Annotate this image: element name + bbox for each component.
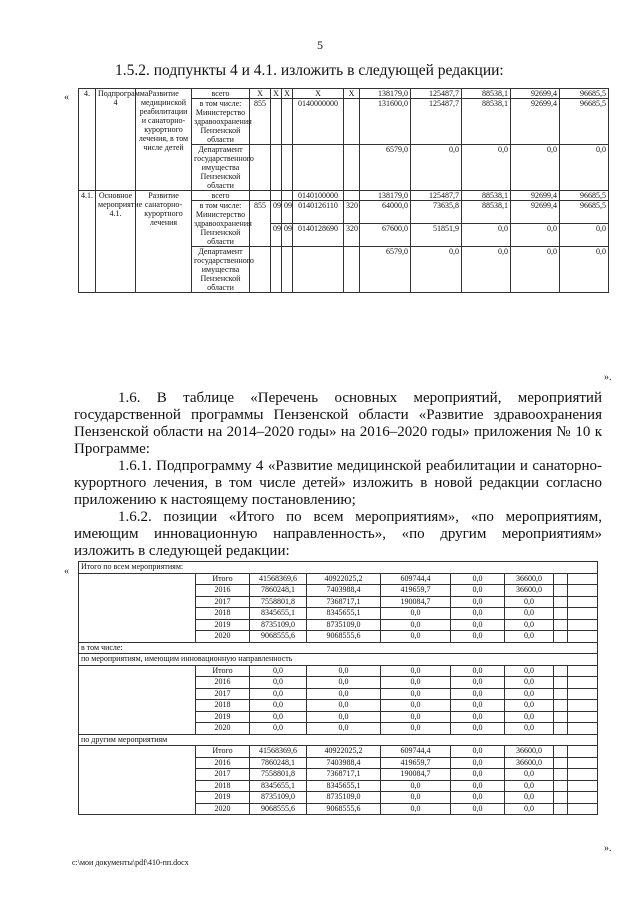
value-cell: 0,0 <box>451 792 505 804</box>
value-cell: 0,0 <box>381 780 451 792</box>
value-cell: 0,0 <box>505 631 554 643</box>
value-cell: 0,0 <box>505 596 554 608</box>
value-cell: 0,0 <box>381 792 451 804</box>
value-cell: 0,0 <box>451 780 505 792</box>
value-cell: 0,0 <box>381 700 451 712</box>
year-cell: 2020 <box>196 723 250 735</box>
table-cell: Основное мероприятие 4.1. <box>96 191 136 293</box>
value-cell: 0,0 <box>250 677 307 689</box>
quote-close-2: ». <box>604 843 612 854</box>
table-row <box>79 191 609 201</box>
value-cell: 0,0 <box>451 573 505 585</box>
value-cell: 0,0 <box>505 665 554 677</box>
table-cell: 125487,7 <box>411 99 462 145</box>
section-title-row <box>79 734 598 746</box>
value-cell: 0,0 <box>381 631 451 643</box>
value-cell: 0,0 <box>250 688 307 700</box>
section-title-row <box>79 654 598 666</box>
value-cell: 0,0 <box>250 711 307 723</box>
value-cell: 0,0 <box>505 608 554 620</box>
table-cell: 09 <box>282 224 293 247</box>
table-cell <box>271 145 282 191</box>
table-cell: 09 <box>271 224 282 247</box>
blank-cell <box>79 573 196 642</box>
section-prefix-row <box>79 642 598 654</box>
section-title: по другим мероприятиям <box>79 734 598 746</box>
value-cell: 9068555,6 <box>307 803 381 815</box>
table-cell: 320 <box>344 224 360 247</box>
section-prefix: в том числе: <box>79 642 598 654</box>
value-cell: 36600,0 <box>505 585 554 597</box>
value-cell: 8345655,1 <box>307 780 381 792</box>
table-cell: 88538,1 <box>462 99 511 145</box>
value-cell: 9068555,6 <box>307 631 381 643</box>
table-cell: 855 <box>250 201 271 247</box>
value-cell: 0,0 <box>451 677 505 689</box>
value-cell: 7558801,8 <box>250 596 307 608</box>
value-cell: 419659,7 <box>381 757 451 769</box>
table-cell <box>271 99 282 145</box>
value-cell: 7403988,4 <box>307 757 381 769</box>
value-cell: 0,0 <box>451 746 505 758</box>
table-cell: 92699,4 <box>511 201 560 224</box>
totals-table <box>78 561 598 815</box>
empty-cell <box>568 596 598 608</box>
value-cell: 0,0 <box>381 688 451 700</box>
empty-cell <box>568 585 598 597</box>
value-cell: 0,0 <box>451 596 505 608</box>
table-cell <box>250 145 271 191</box>
table-cell: 09 <box>271 201 282 224</box>
value-cell: 0,0 <box>451 803 505 815</box>
value-cell: 0,0 <box>381 723 451 735</box>
year-cell: 2019 <box>196 792 250 804</box>
year-cell: Итого <box>196 746 250 758</box>
table-cell: 73635,8 <box>411 201 462 224</box>
blank-cell <box>79 746 196 815</box>
table-cell: Развитие санаторно-курортного лечения <box>136 191 192 293</box>
table-cell: 0140000000 <box>293 99 344 145</box>
empty-cell <box>554 631 568 643</box>
value-cell: 0,0 <box>381 803 451 815</box>
table-cell <box>250 247 271 293</box>
table-cell: 92699,4 <box>511 99 560 145</box>
empty-cell <box>554 711 568 723</box>
value-cell: 0,0 <box>250 700 307 712</box>
empty-cell <box>568 619 598 631</box>
value-cell: 0,0 <box>505 677 554 689</box>
value-cell: 8735109,0 <box>307 792 381 804</box>
year-cell: 2016 <box>196 585 250 597</box>
value-cell: 0,0 <box>381 619 451 631</box>
year-cell: 2018 <box>196 608 250 620</box>
value-cell: 0,0 <box>505 700 554 712</box>
value-cell: 0,0 <box>381 665 451 677</box>
empty-cell <box>554 792 568 804</box>
empty-cell <box>568 780 598 792</box>
value-cell: 0,0 <box>381 608 451 620</box>
value-cell: 7368717,1 <box>307 596 381 608</box>
value-cell: 0,0 <box>505 619 554 631</box>
year-cell: 2018 <box>196 700 250 712</box>
empty-cell <box>554 619 568 631</box>
value-cell: 0,0 <box>505 803 554 815</box>
table-cell: 92699,4 <box>511 89 560 99</box>
table-cell: 4. <box>79 89 96 191</box>
section-title-row <box>79 562 598 574</box>
year-cell: 2020 <box>196 803 250 815</box>
value-cell: 0,0 <box>451 665 505 677</box>
empty-cell <box>554 723 568 735</box>
empty-cell <box>568 803 598 815</box>
empty-cell <box>568 631 598 643</box>
value-cell: 0,0 <box>451 757 505 769</box>
table-cell: 138179,0 <box>360 89 411 99</box>
table-cell: 125487,7 <box>411 89 462 99</box>
table-cell: Департамент государственного имущества Пензенской области <box>192 145 250 191</box>
table-cell: 96685,5 <box>560 99 609 145</box>
value-cell: 0,0 <box>250 723 307 735</box>
year-cell: 2017 <box>196 769 250 781</box>
empty-cell <box>554 688 568 700</box>
value-cell: 7558801,8 <box>250 769 307 781</box>
table-cell: X <box>344 89 360 99</box>
value-cell: 0,0 <box>505 780 554 792</box>
table-cell: 67600,0 <box>360 224 411 247</box>
year-cell: Итого <box>196 573 250 585</box>
empty-cell <box>568 792 598 804</box>
value-cell: 0,0 <box>381 677 451 689</box>
table-cell: Развитие медицинской реабилитации и санаторно-курортного лечения, в том числе детей <box>136 89 192 191</box>
table-row <box>79 573 598 585</box>
paragraph-1-6-1: 1.6.1. Подпрограмму 4 «Развитие медицинской реабилитации и санаторно-курортного лечения, в том числе детей» изложить в новой редакции согласно приложению к настоящему постановлению; <box>74 458 602 508</box>
empty-cell <box>568 746 598 758</box>
value-cell: 41568369,6 <box>250 746 307 758</box>
value-cell: 0,0 <box>307 665 381 677</box>
value-cell: 0,0 <box>451 688 505 700</box>
table-cell <box>344 247 360 293</box>
table-cell: 88538,1 <box>462 201 511 224</box>
table-cell: 0,0 <box>462 145 511 191</box>
table-cell: 855 <box>250 99 271 145</box>
paragraph-1-6-2: 1.6.2. позиции «Итого по всем мероприятиям», «по мероприятиям, имеющим инновационную направленность», «по другим мероприятиям» изложить в следующей редакции: <box>74 509 602 559</box>
value-cell: 0,0 <box>451 723 505 735</box>
empty-cell <box>568 608 598 620</box>
empty-cell <box>568 769 598 781</box>
empty-cell <box>568 677 598 689</box>
table-cell: всего <box>192 191 250 201</box>
table-cell <box>271 191 282 201</box>
value-cell: 0,0 <box>505 792 554 804</box>
table-cell <box>344 145 360 191</box>
value-cell: 609744,4 <box>381 573 451 585</box>
value-cell: 0,0 <box>505 723 554 735</box>
table-cell: X <box>271 89 282 99</box>
value-cell: 0,0 <box>505 688 554 700</box>
table-cell: Подпрограмма 4 <box>96 89 136 191</box>
section-title: Итого по всем мероприятиям: <box>79 562 598 574</box>
value-cell: 7860248,1 <box>250 585 307 597</box>
value-cell: 36600,0 <box>505 573 554 585</box>
table-cell: X <box>293 89 344 99</box>
value-cell: 41568369,6 <box>250 573 307 585</box>
value-cell: 0,0 <box>381 711 451 723</box>
table-row <box>79 665 598 677</box>
table-cell: 0140128690 <box>293 224 344 247</box>
value-cell: 0,0 <box>451 769 505 781</box>
empty-cell <box>568 711 598 723</box>
value-cell: 40922025,2 <box>307 573 381 585</box>
value-cell: 419659,7 <box>381 585 451 597</box>
table-cell <box>344 191 360 201</box>
empty-cell <box>554 665 568 677</box>
subprogram-table <box>78 88 609 293</box>
section-heading: 1.5.2. подпункты 4 и 4.1. изложить в следующей редакции: <box>115 62 504 79</box>
quote-open-2: « <box>64 566 69 577</box>
table-cell: Департамент государственного имущества Пензенской области <box>192 247 250 293</box>
year-cell: 2019 <box>196 619 250 631</box>
empty-cell <box>554 803 568 815</box>
value-cell: 0,0 <box>307 723 381 735</box>
page-number: 5 <box>317 38 323 52</box>
value-cell: 9068555,6 <box>250 631 307 643</box>
value-cell: 0,0 <box>307 688 381 700</box>
value-cell: 7368717,1 <box>307 769 381 781</box>
empty-cell <box>554 608 568 620</box>
table-cell: 131600,0 <box>360 99 411 145</box>
quote-open-1: « <box>64 92 69 103</box>
table-cell <box>293 145 344 191</box>
table-cell: 88538,1 <box>462 89 511 99</box>
empty-cell <box>554 700 568 712</box>
value-cell: 0,0 <box>451 585 505 597</box>
value-cell: 0,0 <box>307 677 381 689</box>
year-cell: 2017 <box>196 688 250 700</box>
table-cell: 0,0 <box>511 247 560 293</box>
year-cell: 2016 <box>196 757 250 769</box>
table-cell: 51851,9 <box>411 224 462 247</box>
value-cell: 8735109,0 <box>307 619 381 631</box>
table-cell: 0,0 <box>462 224 511 247</box>
empty-cell <box>568 723 598 735</box>
year-cell: 2017 <box>196 596 250 608</box>
table-cell <box>293 247 344 293</box>
table-cell: 0140100000 <box>293 191 344 201</box>
value-cell: 8345655,1 <box>250 608 307 620</box>
table-cell: 09 <box>282 201 293 224</box>
value-cell: 0,0 <box>307 700 381 712</box>
table-cell: 96685,5 <box>560 201 609 224</box>
empty-cell <box>554 596 568 608</box>
table-cell <box>344 99 360 145</box>
table-cell: 4.1. <box>79 191 96 293</box>
empty-cell <box>554 746 568 758</box>
table-cell: 138179,0 <box>360 191 411 201</box>
empty-cell <box>554 585 568 597</box>
year-cell: 2018 <box>196 780 250 792</box>
empty-cell <box>554 573 568 585</box>
value-cell: 0,0 <box>250 665 307 677</box>
table-cell: 96685,5 <box>560 89 609 99</box>
value-cell: 0,0 <box>307 711 381 723</box>
year-cell: Итого <box>196 665 250 677</box>
value-cell: 0,0 <box>451 711 505 723</box>
table-cell: 0,0 <box>560 224 609 247</box>
empty-cell <box>568 757 598 769</box>
table-cell: 0,0 <box>411 145 462 191</box>
section-title: по мероприятиям, имеющим инновационную направленность <box>79 654 598 666</box>
table-cell: 0,0 <box>462 247 511 293</box>
empty-cell <box>568 688 598 700</box>
table-cell <box>282 247 293 293</box>
table-cell <box>282 145 293 191</box>
table-cell: 0,0 <box>560 247 609 293</box>
value-cell: 190084,7 <box>381 769 451 781</box>
table-cell: X <box>282 89 293 99</box>
value-cell: 8345655,1 <box>307 608 381 620</box>
value-cell: 7860248,1 <box>250 757 307 769</box>
year-cell: 2019 <box>196 711 250 723</box>
empty-cell <box>554 757 568 769</box>
table-cell: 0140126110 <box>293 201 344 224</box>
value-cell: 609744,4 <box>381 746 451 758</box>
table-cell <box>282 99 293 145</box>
table-cell: 64000,0 <box>360 201 411 224</box>
table-cell: в том числе: Министерство здравоохранения Пензенской области <box>192 201 250 247</box>
table-cell: всего <box>192 89 250 99</box>
table-cell: 0,0 <box>560 145 609 191</box>
value-cell: 8735109,0 <box>250 792 307 804</box>
table-cell: 0,0 <box>511 145 560 191</box>
table-cell: X <box>250 89 271 99</box>
quote-close-1: ». <box>604 372 612 383</box>
value-cell: 190084,7 <box>381 596 451 608</box>
value-cell: 36600,0 <box>505 746 554 758</box>
table-cell: 88538,1 <box>462 191 511 201</box>
table-cell <box>282 191 293 201</box>
table-cell: 6579,0 <box>360 247 411 293</box>
value-cell: 7403988,4 <box>307 585 381 597</box>
table-row <box>79 89 609 99</box>
file-path-footer: c:\мои документы\pdf\410-пп.docx <box>72 858 189 867</box>
value-cell: 0,0 <box>451 608 505 620</box>
value-cell: 0,0 <box>505 769 554 781</box>
value-cell: 8735109,0 <box>250 619 307 631</box>
empty-cell <box>568 665 598 677</box>
value-cell: 0,0 <box>505 711 554 723</box>
blank-cell <box>79 665 196 734</box>
value-cell: 9068555,6 <box>250 803 307 815</box>
table-cell: 6579,0 <box>360 145 411 191</box>
empty-cell <box>554 769 568 781</box>
paragraph-1-6: 1.6. В таблице «Перечень основных мероприятий, мероприятий государственной программы Пензенской области «Развитие здравоохранения Пензенской области на 2014–2020 годы» на 2016–2020 годы» приложения № 10 к Программе: <box>74 390 602 457</box>
value-cell: 0,0 <box>451 700 505 712</box>
table-cell: 125487,7 <box>411 191 462 201</box>
value-cell: 36600,0 <box>505 757 554 769</box>
table-cell: в том числе: Министерство здравоохранения Пензенской области <box>192 99 250 145</box>
table-cell: 320 <box>344 201 360 224</box>
table-row <box>79 746 598 758</box>
empty-cell <box>568 573 598 585</box>
table-cell: 92699,4 <box>511 191 560 201</box>
year-cell: 2020 <box>196 631 250 643</box>
empty-cell <box>554 780 568 792</box>
value-cell: 40922025,2 <box>307 746 381 758</box>
year-cell: 2016 <box>196 677 250 689</box>
value-cell: 8345655,1 <box>250 780 307 792</box>
table-cell: 96685,5 <box>560 191 609 201</box>
value-cell: 0,0 <box>451 619 505 631</box>
table-cell: 0,0 <box>411 247 462 293</box>
table-cell <box>250 191 271 201</box>
table-cell: 0,0 <box>511 224 560 247</box>
empty-cell <box>554 677 568 689</box>
table-cell <box>271 247 282 293</box>
empty-cell <box>568 700 598 712</box>
value-cell: 0,0 <box>451 631 505 643</box>
